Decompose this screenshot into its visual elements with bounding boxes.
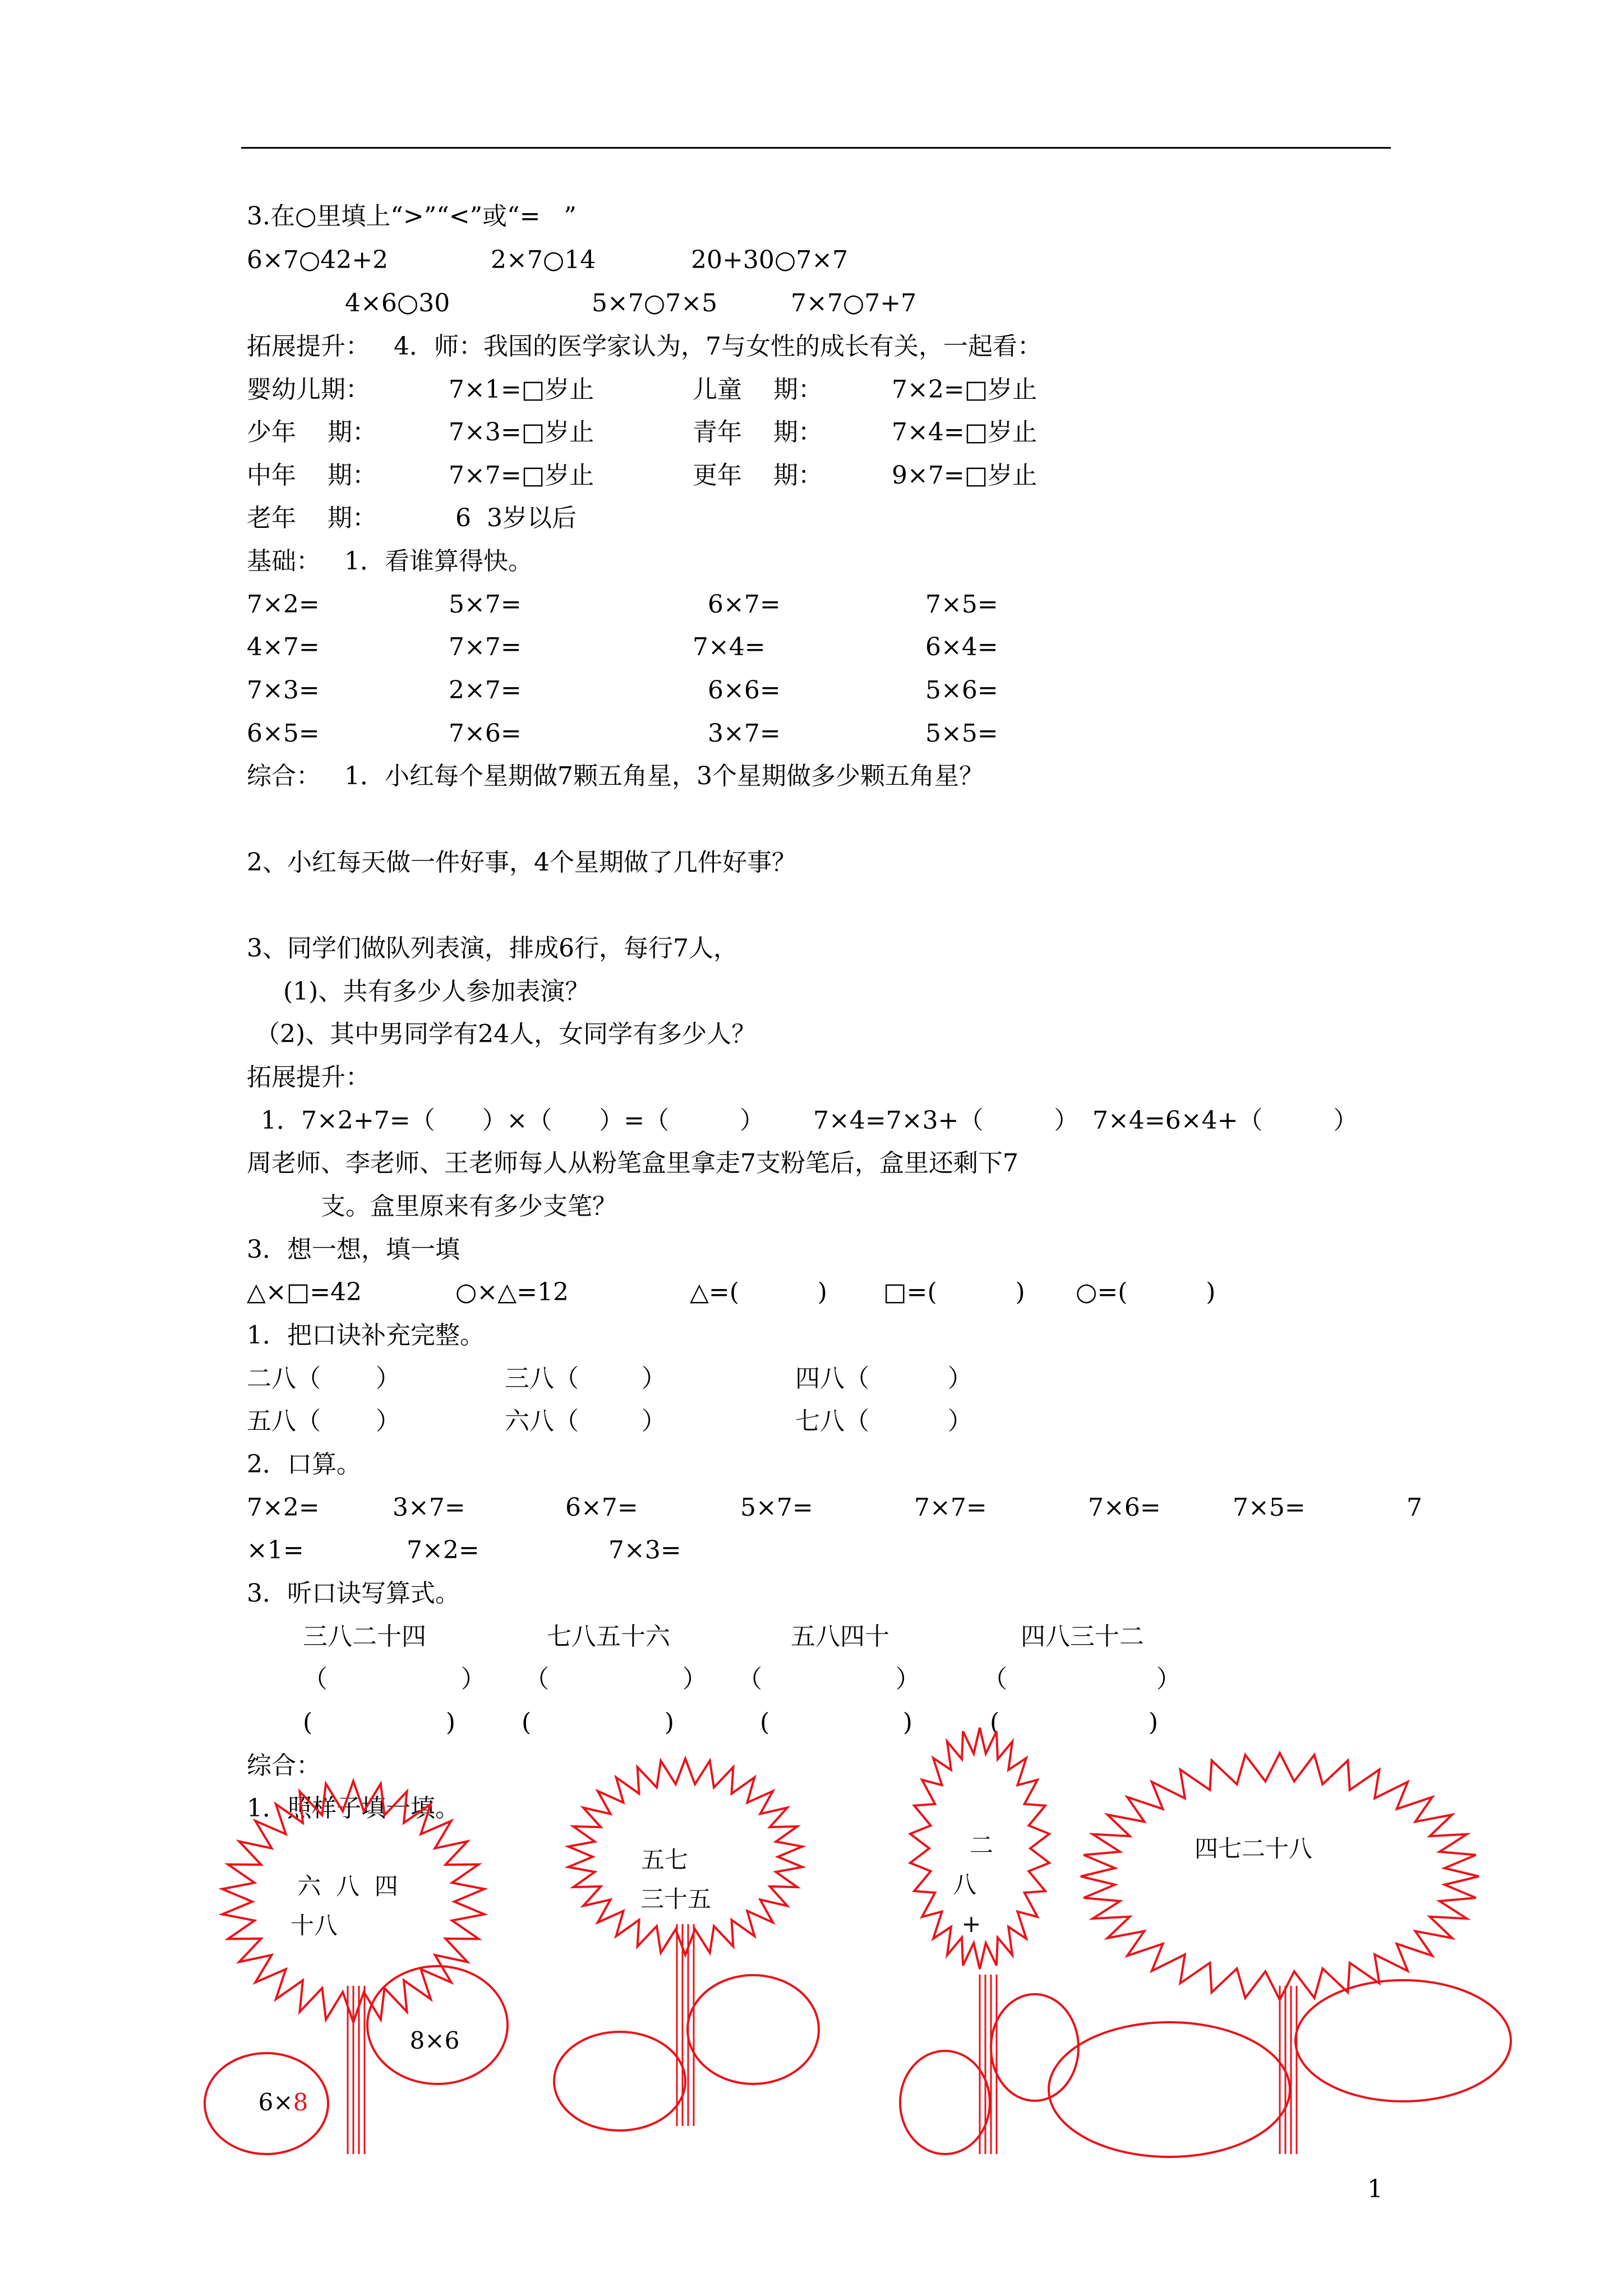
symbol-item: ○=( ) — [1076, 1278, 1216, 1306]
stage-label: 婴幼儿期： — [247, 375, 370, 404]
leaf — [900, 2051, 990, 2154]
dictation-title: 3．听口诀写算式。 — [247, 1579, 460, 1608]
rhyme-item: 七八（ ） — [795, 1407, 972, 1435]
calc-item: 5×7= — [449, 590, 522, 619]
word-problem: 支。盒里原来有多少支笔？ — [321, 1192, 617, 1221]
calc-item: 7×5= — [925, 590, 998, 619]
rhyme-item: 六八（ ） — [505, 1407, 666, 1435]
sunflower-2 — [554, 1759, 819, 2131]
symbol-item: △×□=42 — [247, 1278, 362, 1306]
oral-item: 3×7= — [393, 1493, 465, 1522]
calc-item: 5×6= — [925, 676, 998, 705]
calc-item: 7×3= — [247, 676, 320, 705]
oral-item: 7×2= — [407, 1536, 479, 1565]
leaf-text-part: 6× — [258, 2088, 293, 2116]
flower-1-text-line1: 六 八 四 — [297, 1872, 398, 1900]
word-problem-sub: （2)、其中男同学有24人，女同学有多少人？ — [255, 1020, 757, 1048]
oral-item: 7×3= — [608, 1536, 681, 1565]
rhyme-item: 三八（ ） — [505, 1364, 666, 1393]
calc-item: 7×4= — [693, 633, 766, 661]
answer-blank: ( ) — [760, 1708, 913, 1737]
oral-item: 7×7= — [914, 1493, 987, 1522]
calc-item: 6×4= — [925, 633, 998, 661]
stage-formula: 7×2=□岁止 — [892, 375, 1038, 404]
answer-blank: （ ） — [983, 1665, 1181, 1694]
answer-blank: ( ) — [522, 1708, 675, 1737]
word-problem: 周老师、李老师、王老师每人从粉笔盒里拿走7支粉笔后，盒里还剩下7 — [247, 1149, 1018, 1177]
dictation-rhyme: 五八四十 — [791, 1622, 889, 1651]
flower-2-text-line1: 五七 — [640, 1846, 688, 1874]
calc-item: 6×7= — [708, 590, 781, 619]
fill-item: 1．7×2+7=（ ）×（ ）=（ ） — [261, 1106, 765, 1135]
oral-item: 7×6= — [1088, 1493, 1161, 1522]
flower-3-text: 八 — [952, 1871, 976, 1898]
leaf — [554, 2032, 685, 2131]
oral-item: 6×7= — [565, 1493, 638, 1522]
leaf — [688, 1975, 819, 2084]
rhyme-item: 五八（ ） — [247, 1407, 400, 1435]
leaf-text — [247, 2087, 320, 2118]
compare-item: 6×7○42+2 — [247, 246, 389, 274]
leaf — [1049, 2022, 1290, 2157]
fill-item: 7×4=7×3+（ ） — [813, 1106, 1079, 1135]
sunflower-3 — [900, 1728, 1078, 2154]
flower-2-text-line2: 三十五 — [640, 1885, 711, 1913]
compare-item: 2×7○14 — [491, 246, 596, 274]
basic-title: 基础： 1．看谁算得快。 — [247, 547, 533, 576]
stage-formula: 7×7=□岁止 — [449, 461, 594, 490]
q3-title: 3.在○里填上“>”“<”或“= ” — [247, 202, 577, 231]
stage-label: 中年 期： — [247, 461, 377, 490]
stage-label: 青年 期： — [693, 418, 823, 447]
calc-item: 3×7= — [708, 719, 781, 748]
flower-1-text-line2: 十八 — [290, 1912, 338, 1939]
answer-blank: （ ） — [737, 1665, 920, 1694]
answer-blank: （ ） — [524, 1665, 707, 1694]
page-number: 1 — [1367, 2175, 1383, 2203]
stage-formula: 6 3岁以后 — [455, 504, 577, 532]
oral-item: 7×5= — [1233, 1493, 1306, 1522]
compare-item: 7×7○7+7 — [791, 289, 917, 318]
word-problem-sub: (1)、共有多少人参加表演？ — [283, 977, 590, 1006]
symbol-item: △=( ) — [690, 1278, 827, 1306]
leaf — [1295, 1980, 1511, 2101]
calc-item: 7×7= — [449, 633, 522, 661]
flower-4-text: 四七二十八 — [1194, 1835, 1312, 1862]
stage-label: 少年 期： — [247, 418, 377, 447]
stage-label: 儿童 期： — [693, 375, 823, 404]
extension-title: 拓展提升： — [247, 1063, 370, 1092]
example-title: 1．照样子填一填。 — [247, 1794, 460, 1823]
stage-formula: 7×1=□岁止 — [449, 375, 594, 404]
compare-item: 5×7○7×5 — [592, 289, 718, 318]
extension-q4: 拓展提升： 4．师：我国的医学家认为，7与女性的成长有关，一起看： — [247, 332, 1042, 361]
calc-item: 6×5= — [247, 719, 320, 748]
flower-3-text: 二 — [969, 1832, 993, 1859]
compare-item: 4×6○30 — [345, 289, 450, 318]
compare-item: 20+30○7×7 — [691, 246, 849, 274]
calc-item: 4×7= — [247, 633, 320, 661]
word-problem: 2、小红每天做一件好事，4个星期做了几件好事？ — [247, 848, 796, 877]
oral-item: 5×7= — [740, 1493, 813, 1522]
symbol-item: ○×△=12 — [455, 1278, 569, 1306]
oral-item: ×1= — [247, 1536, 304, 1565]
leaf — [991, 1994, 1078, 2101]
calc-item: 7×6= — [449, 719, 522, 748]
symbol-item: □=( ) — [883, 1278, 1025, 1306]
word-problem: 综合： 1．小红每个星期做7颗五角星，3个星期做多少颗五角星？ — [247, 762, 984, 790]
stage-formula: 9×7=□岁止 — [892, 461, 1038, 490]
calc-item: 5×5= — [925, 719, 998, 748]
stage-formula: 7×3=□岁止 — [449, 418, 594, 447]
leaf-text: 8×6 — [409, 2027, 460, 2054]
fill-item: 7×4=6×4+（ ） — [1092, 1106, 1358, 1135]
comprehensive-title: 综合： — [247, 1751, 321, 1780]
calc-item: 6×6= — [708, 676, 781, 705]
rhyme-title: 1．把口诀补充完整。 — [247, 1321, 485, 1350]
oral-title: 2．口算。 — [247, 1450, 361, 1479]
think-title: 3．想一想，填一填 — [247, 1235, 460, 1264]
calc-item: 2×7= — [449, 676, 522, 705]
sunflower-4 — [1049, 1753, 1511, 2157]
dictation-rhyme: 三八二十四 — [303, 1622, 426, 1651]
oral-item: 7×2= — [247, 1493, 320, 1522]
stage-formula: 7×4=□岁止 — [892, 418, 1038, 447]
stage-label: 老年 期： — [247, 504, 377, 532]
leaf-text-answer: 8 — [293, 2088, 308, 2116]
answer-blank: ( ) — [990, 1708, 1159, 1737]
rhyme-item: 二八（ ） — [247, 1364, 400, 1393]
dictation-rhyme: 四八三十二 — [1021, 1622, 1144, 1651]
calc-item: 7×2= — [247, 590, 320, 619]
sunflower-stem — [1280, 1986, 1297, 2154]
answer-blank: （ ） — [303, 1665, 486, 1694]
dictation-rhyme: 七八五十六 — [547, 1622, 670, 1651]
oral-item: 7 — [1407, 1493, 1422, 1522]
rhyme-item: 四八（ ） — [795, 1364, 972, 1393]
sunflower-petals — [1081, 1753, 1479, 2000]
answer-blank: ( ) — [303, 1708, 456, 1737]
stage-label: 更年 期： — [693, 461, 823, 490]
flower-3-text: + — [961, 1910, 981, 1938]
word-problem: 3、同学们做队列表演，排成6行，每行7人， — [247, 934, 738, 963]
